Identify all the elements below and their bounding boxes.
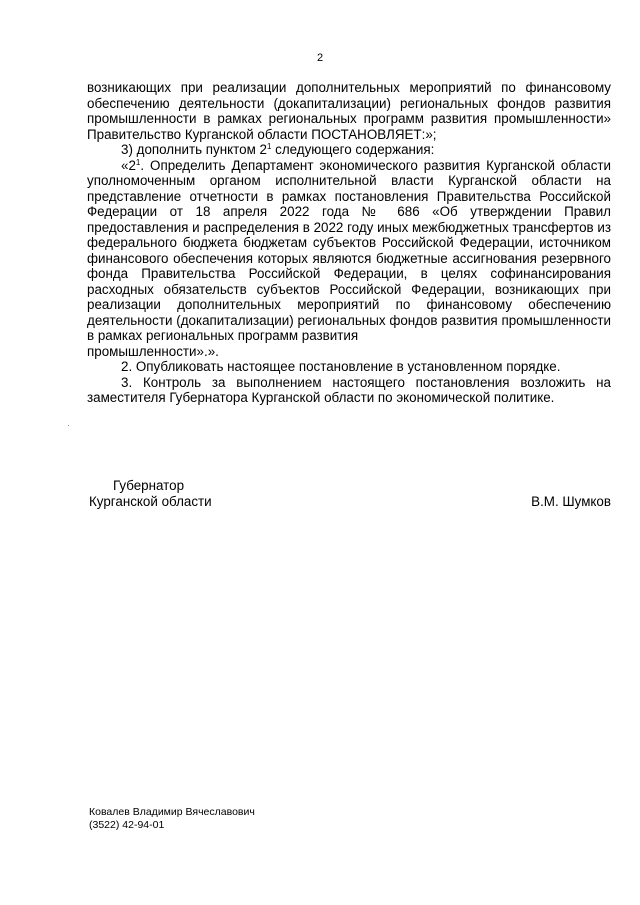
signatory-name: В.М. Шумков xyxy=(531,494,611,509)
scan-speck xyxy=(68,425,69,426)
signatory-title-line2: Курганской области xyxy=(89,494,212,509)
executor-block xyxy=(89,806,255,832)
paragraph-control: 3. Контроль за выполнением настоящего постановления возложить на заместителя Губернатора Курганской области по экономической политике. xyxy=(87,374,611,405)
paragraph-new-clause-end: промышленности».». xyxy=(87,343,219,359)
executor-phone: (3522) 42-94-01 xyxy=(89,819,165,831)
executor-name: Ковалев Владимир Вячеславович xyxy=(89,806,255,818)
page-number: 2 xyxy=(316,52,324,64)
paragraph-new-clause: «$2^1$. Определить Департамент экономического развития Курганской области уполномоченным органом исполнительной власти Курганской области на представление отчетности в рамках постановления Правительства Российской Федерации от 18 апреля 2022 года № 686 «Об утверждении Правил предоставления и распределения в 2022 году иных межбюджетных трансфертов из федерального бюджета бюджетам субъектов Российской Федерации, источником финансового обеспечения которых являются бюджетные ассигнования резервного фонда Правительства Российской Федерации, в целях софинансирования расходных обязательств субъектов Российской Федерации, возникающих при реализации дополнительных мероприятий по финансовому обеспечению деятельности (докапитализации) региональных фондов развития промышленности в рамках региональных программ развития xyxy=(87,157,611,343)
paragraph-continuation: возникающих при реализации дополнительных мероприятий по финансовому обеспечению деятельности (докапитализации) региональных фондов развития промышленности в рамках региональных программ развития промышленности» Правительство Курганской области ПОСТАНОВЛЯЕТ:»; xyxy=(87,80,611,142)
paragraph-amendment-intro: 3) дополнить пунктом $2^1$ следующего содержания: xyxy=(121,142,435,157)
document-body xyxy=(87,80,611,406)
signatory-title-line1: Губернатор xyxy=(113,478,185,493)
paragraph-publish: 2. Опубликовать настоящее постановление в установленном порядке. xyxy=(121,359,561,374)
